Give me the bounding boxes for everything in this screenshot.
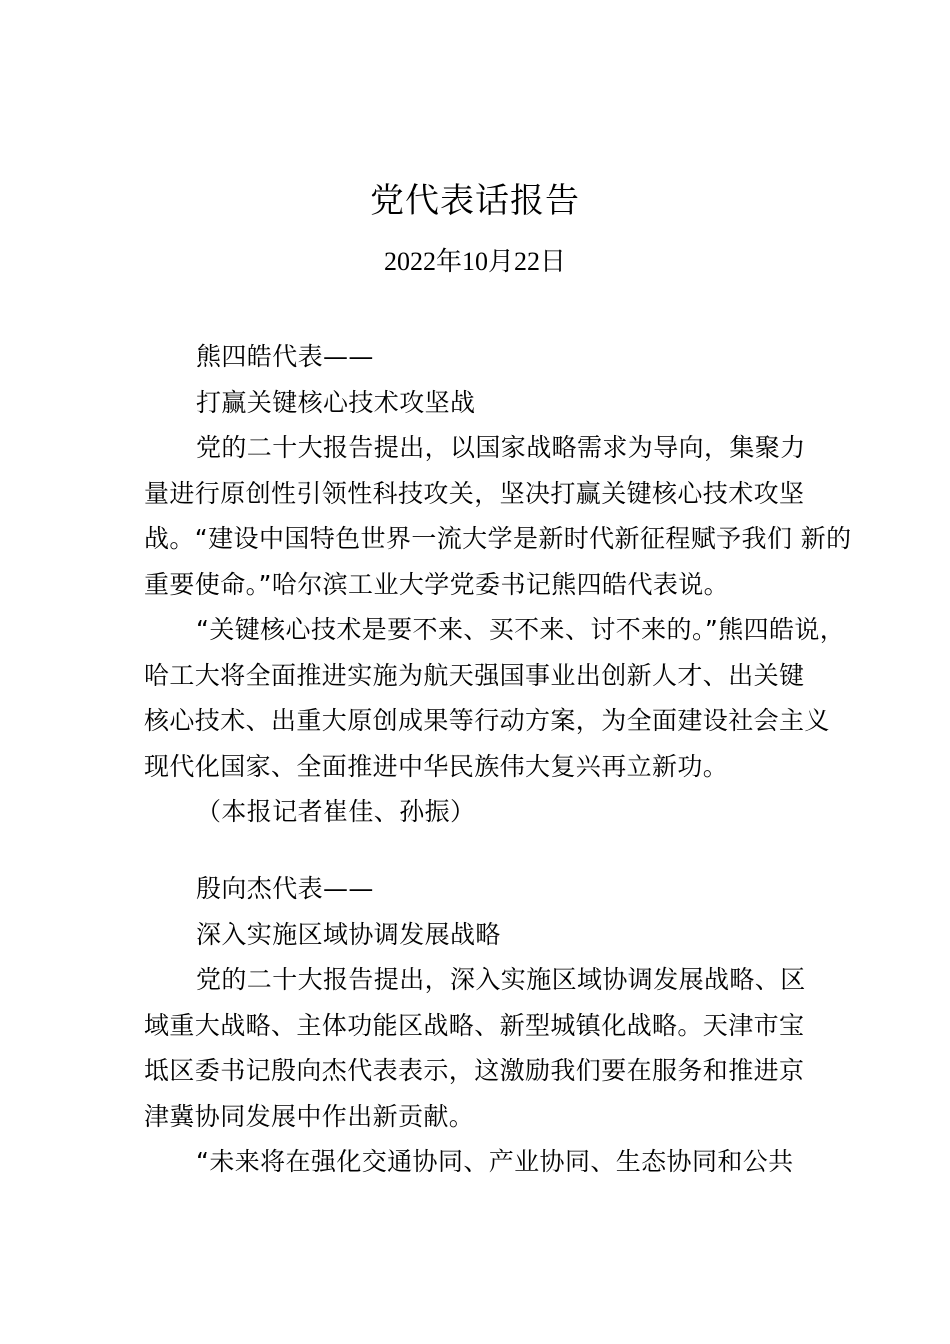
document-date: 2022年10月22日 xyxy=(383,247,566,276)
section-heading: 深入实施区域协调发展战略 xyxy=(196,919,501,949)
paragraph-line: 党的二十大报告提出，深入实施区域协调发展战略、区 xyxy=(196,965,806,994)
document-title: 党代表话报告 xyxy=(370,181,580,221)
paragraph-line: 域重大战略、主体功能区战略、新型城镇化战略。天津市宝 xyxy=(144,1010,805,1040)
paragraph-line: 重要使命。”哈尔滨工业大学党委书记熊四皓代表说。 xyxy=(144,569,730,599)
representative-name-line: 熊四皓代表—— xyxy=(196,342,374,371)
article-section-1 xyxy=(144,334,852,835)
paragraph-line: 津冀协同发展中作出新贡献。 xyxy=(144,1101,475,1131)
paragraph-line: “关键核心技术是要不来、买不来、讨不来的。”熊四皓说， xyxy=(196,615,846,644)
paragraph-line: 量进行原创性引领性科技攻关，坚决打赢关键核心技术攻坚 xyxy=(144,478,805,508)
paragraph-line: 核心技术、出重大原创成果等行动方案，为全面建设社会主义 xyxy=(144,706,830,735)
section-heading: 打赢关键核心技术攻坚战 xyxy=(196,387,476,417)
article-section-2 xyxy=(144,866,844,1185)
paragraph-line: 哈工大将全面推进实施为航天强国事业出创新人才、出关键 xyxy=(144,660,805,690)
paragraph-line: 现代化国家、全面推进中华民族伟大复兴再立新功。 xyxy=(144,751,729,781)
paragraph-line: “未来将在强化交通协同、产业协同、生态协同和公共 xyxy=(196,1147,794,1176)
paragraph-line: 党的二十大报告提出，以国家战略需求为导向，集聚力 xyxy=(196,433,806,462)
paragraph-line: 坻区委书记殷向杰代表表示，这激励我们要在服务和推进京 xyxy=(144,1056,805,1085)
paragraph-line: 战。“建设中国特色世界一流大学是新时代新征程赋予我们 新的 xyxy=(144,524,852,553)
reporter-credit: （本报记者崔佳、孙振） xyxy=(196,797,476,826)
representative-name-line: 殷向杰代表—— xyxy=(196,874,374,903)
